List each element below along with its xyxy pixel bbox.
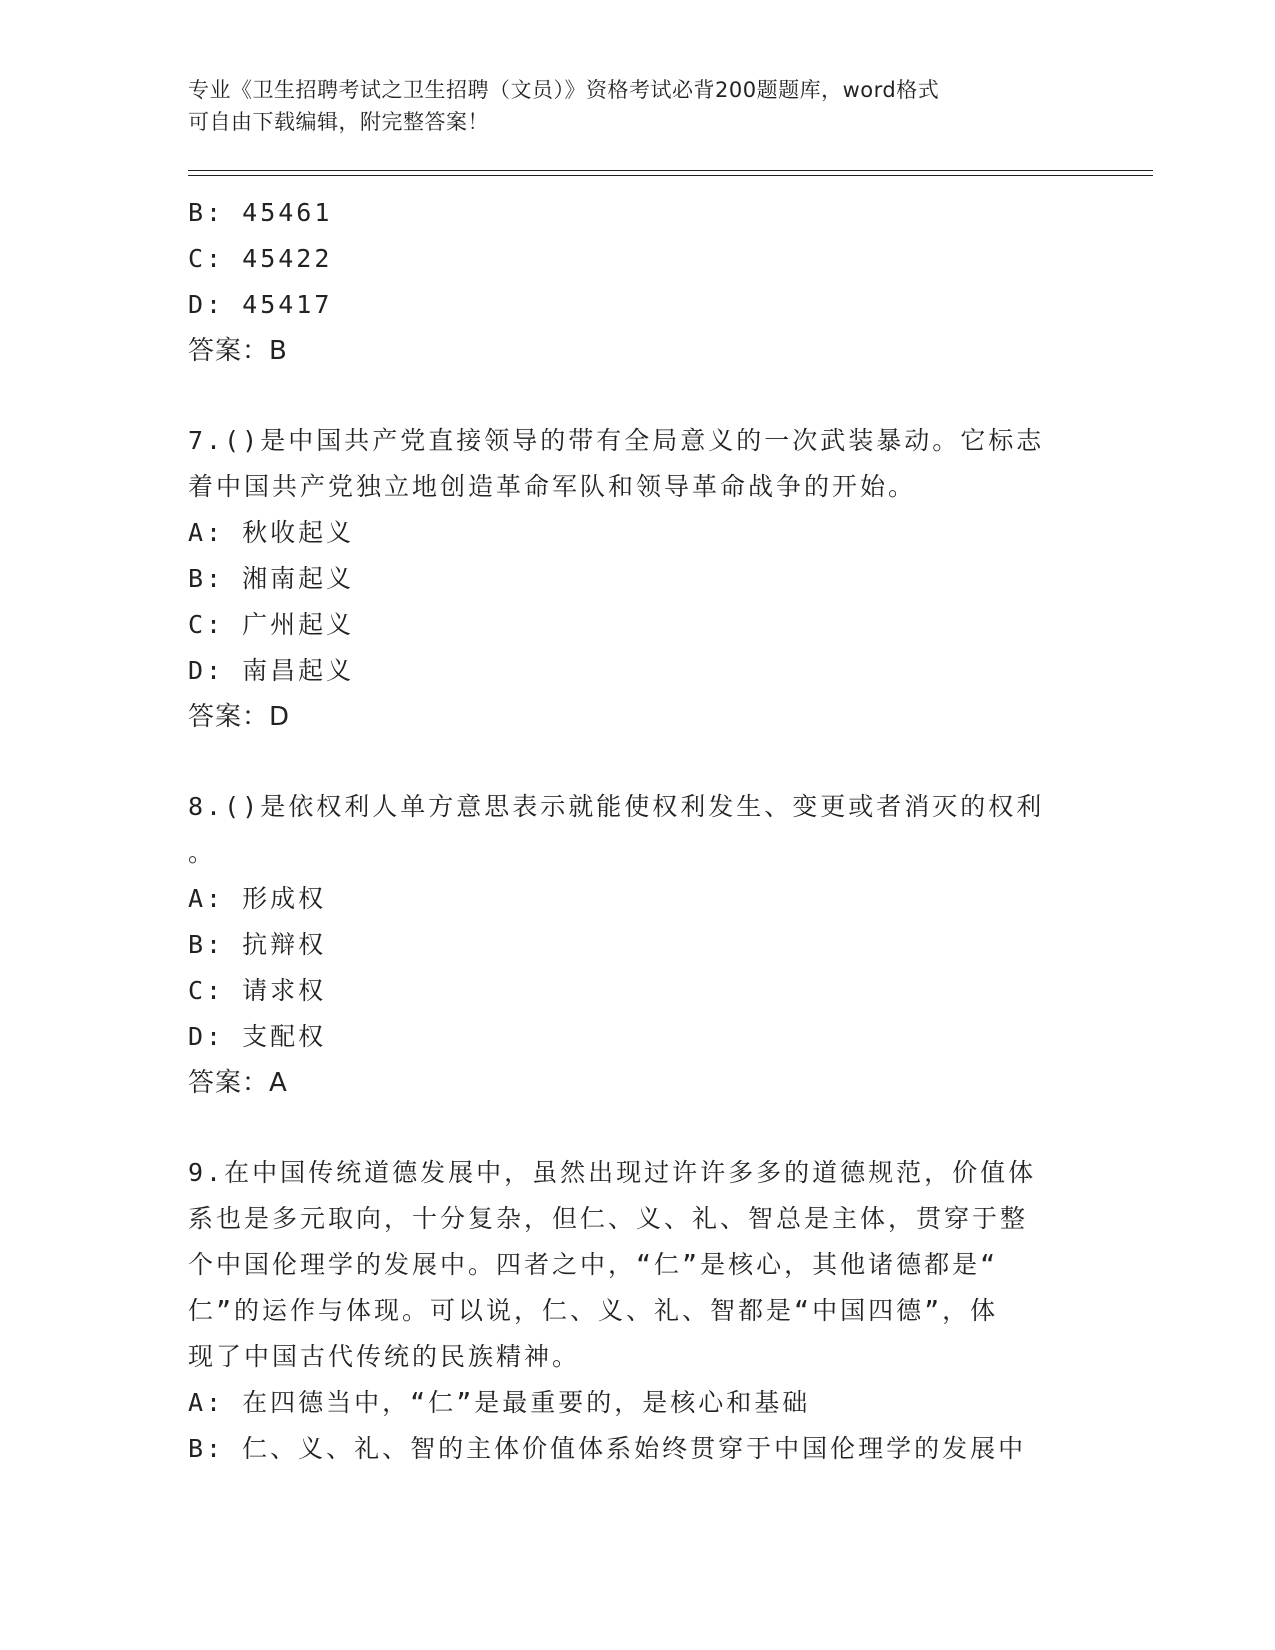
option-c: C: 广州起义 [188,610,355,639]
question-9 [188,1150,1068,1472]
answer-line: 答案：A [188,1068,288,1098]
question-text-line: 7.()是中国共产党直接领导的带有全局意义的一次武装暴动。它标志 [188,426,1045,455]
option-c: C: 请求权 [188,976,327,1005]
header-line-1: 专业《卫生招聘考试之卫生招聘（文员）》资格考试必背200题题库，word格式 [188,78,940,102]
question-text-line: 系也是多元取向，十分复杂，但仁、义、礼、智总是主体，贯穿于整 [188,1204,1029,1233]
question-8 [188,784,1068,1106]
question-7 [188,418,1068,740]
option-a: A: 秋收起义 [188,518,355,547]
option-c: C: 45422 [188,244,333,273]
question-text-line: 仁”的运作与体现。可以说，仁、义、礼、智都是“中国四德”，体 [188,1296,999,1325]
question-6-continued [188,190,1068,374]
question-list [188,190,1068,1472]
option-b: B: 仁、义、礼、智的主体价值体系始终贯穿于中国伦理学的发展中 [188,1434,1027,1463]
header-rule-top [188,170,1153,171]
option-b: B: 湘南起义 [188,564,355,593]
header-rule-bottom [188,175,1153,176]
question-text-line: 9.在中国传统道德发展中，虽然出现过许许多多的道德规范，价值体 [188,1158,1037,1187]
header-line-2: 可自由下载编辑，附完整答案！ [188,110,489,134]
question-text-line: 现了中国古代传统的民族精神。 [188,1342,581,1371]
question-text-line: 着中国共产党独立地创造革命军队和领导革命战争的开始。 [188,472,917,501]
option-d: D: 支配权 [188,1022,327,1051]
option-d: D: 45417 [188,290,333,319]
question-text-line: 个中国伦理学的发展中。四者之中，“仁”是核心，其他诸德都是“ [188,1250,999,1279]
question-text-line: 。 [188,838,217,867]
option-a: A: 在四德当中，“仁”是最重要的，是核心和基础 [188,1388,811,1417]
option-a: A: 形成权 [188,884,327,913]
question-text-line: 8.()是依权利人单方意思表示就能使权利发生、变更或者消灭的权利 [188,792,1045,821]
option-d: D: 南昌起义 [188,656,355,685]
option-b: B: 45461 [188,198,333,227]
answer-line: 答案：D [188,702,291,732]
option-b: B: 抗辩权 [188,930,327,959]
document-header [188,74,1068,138]
answer-line: 答案：B [188,336,288,366]
